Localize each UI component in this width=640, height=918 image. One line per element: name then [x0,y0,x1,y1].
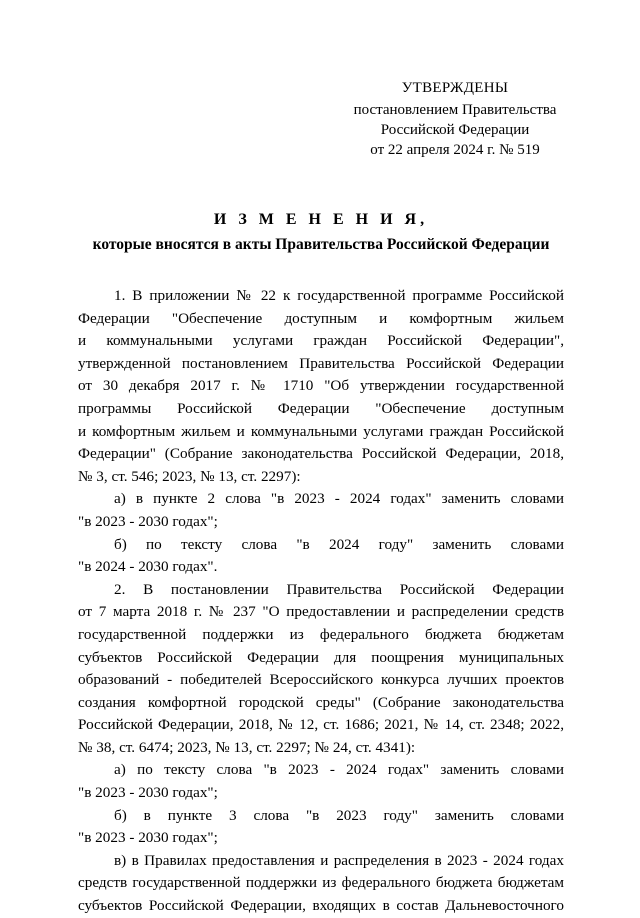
paragraph-1-line: утвержденной постановлением Правительства Российской Федерации [78,354,564,372]
document-body [78,285,564,918]
approval-line: постановлением Правительства [353,102,557,118]
paragraph-2-line: Российской Федерации, 2018, № 12, ст. 1686; 2021, № 14, ст. 2348; 2022, [78,716,564,734]
paragraph-1-line: программы Российской Федерации "Обеспечение доступным [78,399,564,417]
approval-line: Российской Федерации [380,122,530,138]
paragraph-1-line: 1. В приложении № 22 к государственной программе Российской [114,287,564,304]
paragraph-1-line: и комфортным жильем и коммунальными услугами граждан Российской [78,422,564,440]
paragraph-2-line: образований - победителей Всероссийского конкурса лучших проектов [78,671,564,689]
subitem-2a-line: "в 2023 - 2030 годах"; [78,784,218,802]
paragraph-2-line: государственной поддержки из федерального бюджета бюджетам [78,625,564,643]
paragraph-2-line: от 7 марта 2018 г. № 237 "О предоставлении и распределении средств [78,603,564,621]
paragraph-1-line: № 3, ст. 546; 2023, № 13, ст. 2297): [78,467,301,485]
subitem-2b-line: "в 2023 - 2030 годах"; [78,829,218,847]
approval-title: УТВЕРЖДЕНЫ [401,80,509,96]
subitem-2c-line: в) в Правилах предоставления и распределения в 2023 - 2024 годах [114,851,564,869]
paragraph-2-line: создания комфортной городской среды" (Собрание законодательства [78,693,564,711]
subitem-1b-line: б) по тексту слова "в 2024 году" заменить словами [114,535,564,553]
paragraph-2-line: 2. В постановлении Правительства Российской Федерации [114,580,564,598]
paragraph-1-line: и коммунальными услугами граждан Российской Федерации", [78,332,564,350]
paragraph-1-line: от 30 декабря 2017 г. № 1710 "Об утверждении государственной [78,377,564,395]
subitem-2c-line: субъектов Российской Федерации, входящих в состав Дальневосточного [78,897,564,915]
subitem-2c-line: средств государственной поддержки из федерального бюджета бюджетам [78,874,564,892]
subitem-1a-line: "в 2023 - 2030 годах"; [78,512,218,530]
subitem-1b-line: "в 2024 - 2030 годах". [78,558,218,576]
subitem-2a-line: а) по тексту слова "в 2023 - 2024 годах" заменить словами [114,761,564,779]
subitem-1a-line: а) в пункте 2 слова "в 2023 - 2024 годах" заменить словами [114,490,564,508]
document-subtitle: которые вносятся в акты Правительства Российской Федерации [92,236,550,253]
subitem-2b-line: б) в пункте 3 слова "в 2023 году" заменить словами [114,806,564,824]
approval-date: от 22 апреля 2024 г. № 519 [370,142,540,158]
paragraph-1-line: Федерации" (Собрание законодательства Российской Федерации, 2018, [78,445,564,463]
paragraph-2-line: субъектов Российской Федерации для поощрения муниципальных [78,648,564,666]
approval-stamp [340,78,570,160]
paragraph-2-line: № 38, ст. 6474; 2023, № 13, ст. 2297; № 24, ст. 4341): [78,738,416,756]
document-title: И З М Е Н Е Н И Я, [213,211,429,228]
paragraph-1-line: Федерации "Обеспечение доступным и комфортным жильем [78,309,564,327]
